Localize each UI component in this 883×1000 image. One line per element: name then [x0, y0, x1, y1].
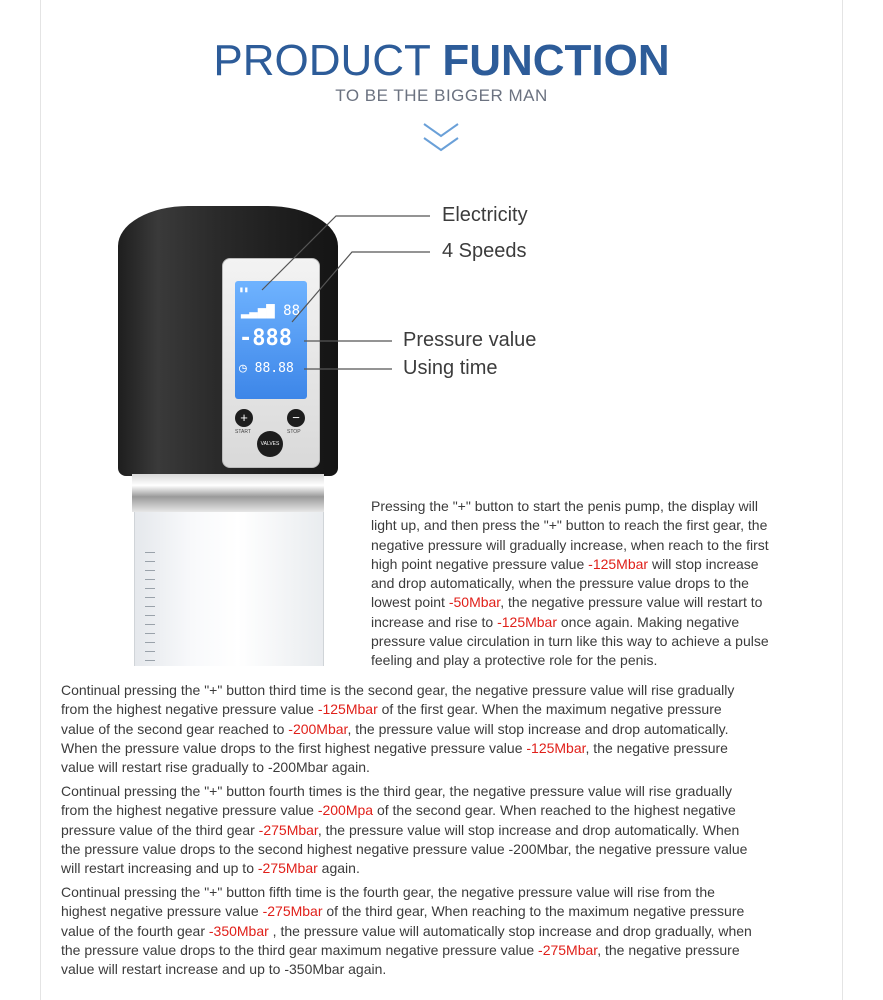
- text-segment: lowest point: [371, 594, 449, 611]
- lcd-pressure-readout: -888: [239, 326, 292, 351]
- text-segment: pressure value of the third gear: [61, 821, 259, 838]
- text-line: negative pressure will gradually increase, when reach to the first: [371, 536, 769, 553]
- text-line: Pressing the "+" button to start the penis pump, the display will: [371, 498, 758, 514]
- text-segment: highest negative pressure value: [61, 903, 263, 920]
- pressure-highlight: -125Mbar: [526, 739, 586, 756]
- text-line: value will restart rise gradually to -200Mbar again.: [61, 759, 370, 776]
- pressure-highlight: -275Mbar: [257, 860, 318, 877]
- text-line: [61, 922, 841, 941]
- pressure-highlight: -275Mbar: [262, 903, 323, 920]
- callout-time: Using time: [403, 357, 498, 379]
- text-line: Continual pressing the "+" button third time is the second gear, the negative pressure value will rise gradually: [61, 682, 735, 698]
- text-segment: value of the fourth gear: [61, 922, 209, 939]
- pressure-highlight: -275Mbar: [538, 941, 598, 958]
- lcd-tag: ▮▮: [239, 285, 249, 294]
- text-segment: , the pressure value will stop increase and drop automatically.: [347, 720, 729, 737]
- pressure-highlight: -125Mbar: [317, 701, 378, 718]
- text-line: and drop automatically, when the pressure value drops to the: [371, 575, 749, 592]
- text-line: [61, 720, 841, 739]
- text-line: [61, 700, 841, 719]
- page-subtitle: TO BE THE BIGGER MAN: [335, 86, 548, 105]
- text-segment: will restart increasing and up to: [61, 860, 258, 877]
- pressure-highlight: -125Mbar: [497, 613, 557, 630]
- pressure-highlight: -50Mbar: [448, 594, 501, 611]
- text-segment: of the first gear. When the maximum negative pressure: [377, 701, 722, 718]
- text-segment: will stop increase: [648, 555, 759, 572]
- pressure-highlight: -125Mbar: [588, 555, 649, 572]
- paragraph-fourth-gear: [61, 883, 841, 979]
- callout-speeds: 4 Speeds: [442, 240, 527, 262]
- text-line: [61, 902, 841, 921]
- text-line: [61, 739, 841, 758]
- text-line: Continual pressing the "+" button fifth time is the fourth gear, the negative pressure value will rise from the: [61, 884, 715, 900]
- title-bold: FUNCTION: [442, 36, 670, 85]
- text-segment: once again. Making negative: [557, 613, 740, 630]
- paragraph-third-gear: [61, 782, 841, 878]
- text-segment: , the pressure value will stop increase and drop automatically. When: [317, 821, 740, 838]
- text-line: [371, 593, 841, 612]
- pressure-highlight: -200Mpa: [317, 802, 374, 819]
- pressure-highlight: -350Mbar: [208, 922, 269, 939]
- text-line: the pressure value drops to the second highest negative pressure value -200Mbar, the negative pressure value: [61, 840, 748, 857]
- text-line: [61, 821, 841, 840]
- lcd-time-readout: ◷ 88.88: [239, 361, 294, 376]
- plus-button: +: [235, 409, 253, 427]
- text-line: [371, 555, 841, 574]
- text-segment: high point negative pressure value: [371, 555, 589, 572]
- pressure-highlight: -200Mbar: [288, 720, 348, 737]
- text-segment: value of the second gear reached to: [61, 720, 289, 737]
- paragraph-second-gear: [61, 681, 841, 777]
- callout-pressure: Pressure value: [403, 329, 537, 351]
- text-segment: , the pressure value will automatically stop increase and drop gradually, when: [268, 922, 752, 939]
- text-segment: , the negative pressure: [585, 739, 728, 756]
- text-line: value will restart increase and up to -350Mbar again.: [61, 961, 387, 978]
- text-segment: again.: [317, 860, 360, 877]
- text-line: light up, and then press the "+" button to reach the first gear, the: [371, 517, 768, 534]
- text-line: [371, 613, 841, 632]
- pressure-highlight: -275Mbar: [258, 821, 318, 838]
- lcd-speed-readout: ▂▃▅▇ 88: [241, 303, 301, 319]
- title-light: PRODUCT: [213, 36, 431, 85]
- callout-electricity: Electricity: [442, 204, 528, 226]
- text-segment: , the negative pressure value will restart to: [500, 594, 763, 611]
- text-segment: from the highest negative pressure value: [61, 701, 318, 718]
- minus-button: −: [287, 409, 305, 427]
- text-line: Continual pressing the "+" button fourth times is the third gear, the negative pressure value will rise gradually: [61, 783, 733, 799]
- text-segment: , the negative pressure: [597, 941, 740, 958]
- paragraph-first-gear: [371, 497, 841, 671]
- valves-button: VALVES: [257, 431, 283, 457]
- text-line: [61, 859, 841, 878]
- text-line: feeling and play a protective role for the penis.: [371, 652, 658, 669]
- text-segment: of the third gear, When reaching to the maximum negative pressure: [322, 903, 745, 920]
- stop-label: STOP: [287, 429, 301, 435]
- text-segment: the pressure value drops to the third gear maximum negative pressure value: [61, 941, 539, 958]
- text-segment: When the pressure value drops to the first highest negative pressure value: [61, 739, 527, 756]
- text-line: [61, 801, 841, 820]
- text-line: [61, 941, 841, 960]
- text-segment: increase and rise to: [371, 613, 498, 630]
- start-label: START: [235, 429, 251, 435]
- text-line: pressure value circulation in turn like this way to achieve a pulse: [371, 633, 769, 650]
- text-segment: from the highest negative pressure value: [61, 802, 318, 819]
- text-segment: of the second gear. When reached to the highest negative: [373, 802, 736, 819]
